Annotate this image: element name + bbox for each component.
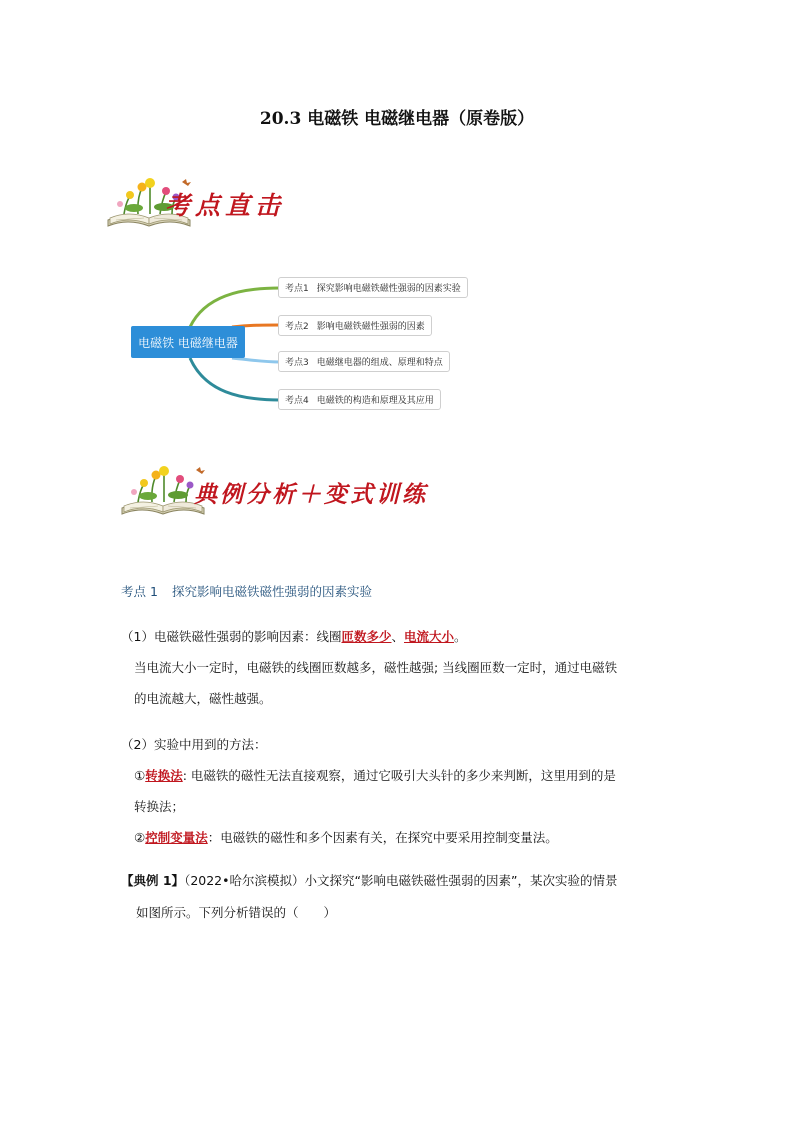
para-text: 。 — [454, 629, 467, 644]
para-factors — [121, 627, 467, 645]
method-control-variable — [134, 828, 558, 846]
mindmap-node-4 — [278, 389, 441, 410]
example-1 — [121, 871, 617, 889]
example-label: 【典例 1】 — [121, 873, 185, 888]
kp1-text: 探究影响电磁铁磁性强弱的因素实验 — [171, 584, 372, 599]
para-text: : 电磁铁的磁性无法直接观察，通过它吸引大头针的多少来判断，这里用到的是 — [182, 768, 616, 783]
section-heading-analysis: 典例分析＋变式训练 — [194, 481, 428, 508]
mindmap-node-text: 探究影响电磁铁磁性强弱的因素实验 — [316, 284, 461, 294]
mindmap-node-3 — [278, 351, 450, 372]
para-line: 的电流越大，磁性越强。 — [134, 691, 272, 706]
mindmap-node-tag: 考点4 — [285, 396, 309, 406]
mindmap-node-1 — [278, 277, 468, 298]
para-text: ② — [134, 830, 146, 845]
para-text: ① — [134, 768, 146, 783]
mindmap-node-text: 影响电磁铁磁性强弱的因素 — [316, 322, 425, 332]
document-title: 20.3 电磁铁 电磁继电器（原卷版） — [259, 109, 535, 129]
mindmap-node-tag: 考点2 — [285, 322, 309, 332]
highlight-conversion: 转换法 — [145, 768, 183, 783]
mindmap-root: 电磁铁 电磁继电器 — [131, 326, 245, 358]
highlight-current: 电流大小 — [404, 629, 455, 644]
mindmap-branch-3 — [232, 358, 280, 362]
mindmap-node-tag: 考点1 — [285, 284, 309, 294]
method-conversion — [134, 766, 616, 784]
mindmap-node-text: 电磁铁的构造和原理及其应用 — [316, 396, 434, 406]
example-line: 如图所示。下列分析错误的（ ） — [136, 905, 337, 920]
mindmap-node-tag: 考点3 — [285, 358, 309, 368]
para-text: ：电磁铁的磁性和多个因素有关，在探究中要采用控制变量法。 — [207, 830, 558, 845]
section-heading-exam-points: 考点直击 — [165, 191, 286, 220]
highlight-turns: 匝数多少 — [341, 629, 392, 644]
para-methods: （2）实验中用到的方法： — [121, 737, 267, 752]
mindmap-node-2 — [278, 315, 432, 336]
mindmap-branch-1 — [190, 288, 280, 327]
para-text: 、 — [391, 629, 404, 644]
example-text: （2022•哈尔滨模拟）小文探究“影响电磁铁磁性强弱的因素”，某次实验的情景 — [184, 873, 618, 888]
para-text: （1）电磁铁磁性强弱的影响因素：线圈 — [121, 629, 342, 644]
mindmap-branch-4 — [190, 358, 280, 400]
kp1-number: 考点 1 — [121, 584, 158, 599]
para-line: 当电流大小一定时，电磁铁的线圈匝数越多，磁性越强; 当线圈匝数一定时，通过电磁铁 — [134, 660, 618, 675]
mindmap-node-text: 电磁继电器的组成、原理和特点 — [316, 358, 443, 368]
para-line: 转换法； — [134, 799, 185, 814]
kp1-title — [121, 582, 372, 600]
highlight-control-variable: 控制变量法 — [145, 830, 208, 845]
